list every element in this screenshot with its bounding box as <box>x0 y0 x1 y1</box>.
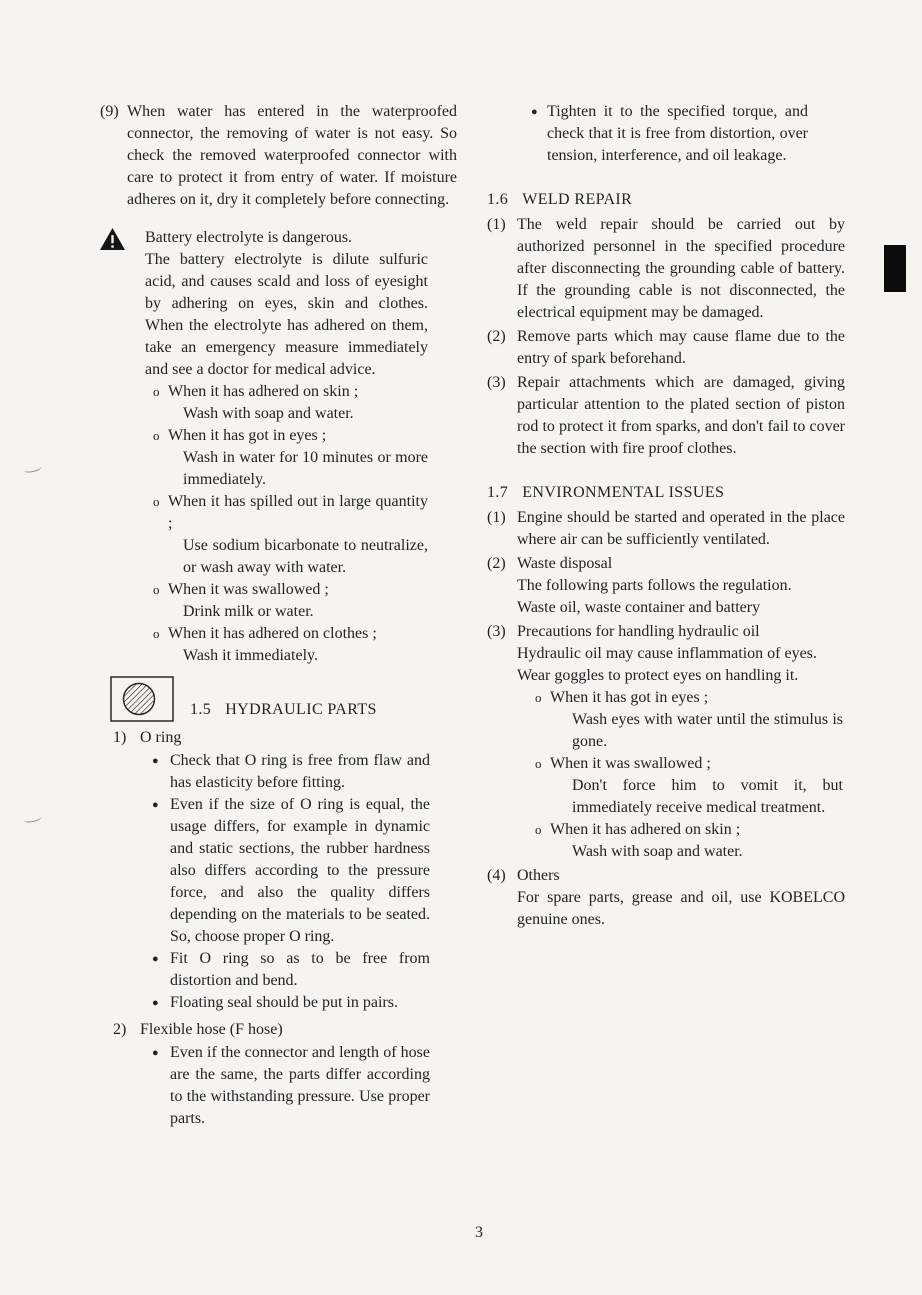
warning-triangle-icon <box>100 227 145 667</box>
warning-body: The battery electrolyte is dilute sulfuric acid, and causes scald and loss of eyesight by adhering on eyes, skin and clothes. When the electrolyte has adhered on them, take an emergency measure immediately and see a doctor for medical advice. <box>145 251 428 378</box>
circle-marker: o <box>153 428 160 443</box>
case-condition: When it has adhered on clothes ; <box>168 625 377 642</box>
case-action: Wash eyes with water until the stimulus is gone. <box>572 711 843 750</box>
section-edge-tab <box>884 245 906 292</box>
page-number <box>0 1222 922 1244</box>
list-item-oring <box>113 727 457 749</box>
item-title: Precautions for handling hydraulic oil <box>517 623 760 640</box>
hydraulic-seal-icon <box>110 676 174 722</box>
list-number: (3) <box>487 374 506 391</box>
list-number: (1) <box>487 216 506 233</box>
bullet-item <box>152 992 430 1014</box>
item-line: For spare parts, grease and oil, use KOBELCO genuine ones. <box>517 889 845 928</box>
list-number: 1) <box>113 729 127 746</box>
section-title: HYDRAULIC PARTS <box>225 701 377 718</box>
weld-item <box>487 214 845 324</box>
item-title: Waste disposal <box>517 555 613 572</box>
hose-bullets <box>152 1042 430 1130</box>
warning-case <box>145 623 428 667</box>
case-action: Use sodium bicarbonate to neutralize, or wash away with water. <box>183 537 428 576</box>
list-number: (2) <box>487 555 506 572</box>
section-1-5-heading <box>190 699 377 722</box>
oil-case <box>517 687 845 753</box>
case-condition: When it has got in eyes ; <box>168 427 327 444</box>
case-action: Wash with soap and water. <box>183 405 354 422</box>
case-condition: When it has spilled out in large quantity ; <box>168 493 428 532</box>
bullet-item <box>152 750 430 794</box>
list-number: (1) <box>487 509 506 526</box>
right-column <box>487 101 845 931</box>
scan-mark <box>24 813 43 823</box>
left-column <box>100 101 457 1130</box>
bullet-icon: ● <box>152 1047 159 1059</box>
list-title: Flexible hose (F hose) <box>140 1021 283 1038</box>
bullet-item <box>152 948 430 992</box>
item-text: Engine should be started and operated in the place where air can be sufficiently ventilated. <box>517 509 845 548</box>
env-item-2 <box>487 553 845 619</box>
bullet-text: Floating seal should be put in pairs. <box>170 994 398 1011</box>
section-title: WELD REPAIR <box>522 191 633 208</box>
env-item-4 <box>487 865 845 931</box>
circle-marker: o <box>153 582 160 597</box>
item-text: Repair attachments which are damaged, giving particular attention to the plated section of piston rod to protect it from sparks, and don't fail to cover the section with fire proof clothes. <box>517 374 845 457</box>
paragraph-text: When water has entered in the waterproofed connector, the removing of water is not easy. So check the removed waterproofed connector with care to protect it from entry of water. If moisture adheres on it, dry it completely before connecting. <box>127 103 457 208</box>
circle-marker: o <box>153 626 160 641</box>
item-text: Remove parts which may cause flame due to the entry of spark beforehand. <box>517 328 845 367</box>
section-1-7-heading <box>487 482 845 505</box>
env-item-3 <box>487 621 845 863</box>
bullet-text: Check that O ring is free from flaw and has elasticity before fitting. <box>170 752 430 791</box>
warning-case <box>145 425 428 491</box>
section-number: 1.5 <box>190 701 212 718</box>
warning-case <box>145 381 428 425</box>
circle-marker: o <box>153 384 160 399</box>
section-1-6-heading <box>487 189 845 212</box>
warning-content <box>145 227 428 667</box>
scan-mark <box>24 463 43 473</box>
bullet-text: Even if the size of O ring is equal, the usage differs, for example in dynamic and static sections, the rubber hardness also differs according to the pressure force, and also the quality differs depending on the materials to be seated. So, choose proper O ring. <box>170 796 430 945</box>
case-action: Wash with soap and water. <box>572 843 743 860</box>
list-number: (9) <box>100 103 119 120</box>
case-action: Wash it immediately. <box>183 647 318 664</box>
case-action: Don't force him to vomit it, but immediately receive medical treatment. <box>572 777 843 816</box>
list-item-flexible-hose <box>113 1019 457 1041</box>
circle-marker: o <box>153 494 160 509</box>
item-line: Wear goggles to protect eyes on handling it. <box>517 667 799 684</box>
list-number: (4) <box>487 867 506 884</box>
bullet-item <box>152 794 430 948</box>
list-title: O ring <box>140 729 182 746</box>
bullet-icon: ● <box>152 997 159 1009</box>
case-action: Drink milk or water. <box>183 603 314 620</box>
bullet-icon: ● <box>531 106 538 118</box>
circle-marker: o <box>535 822 542 837</box>
circle-marker: o <box>535 756 542 771</box>
item-text: The weld repair should be carried out by authorized personnel in the specified procedure after disconnecting the grounding cable of battery. If the grounding cable is not disconnected, the electrical equipment may be damaged. <box>517 216 845 321</box>
section-number: 1.6 <box>487 191 509 208</box>
item-line: Waste oil, waste container and battery <box>517 599 761 616</box>
case-condition: When it was swallowed ; <box>550 755 711 772</box>
warning-title: Battery electrolyte is dangerous. <box>145 229 353 246</box>
item-line: The following parts follows the regulation. <box>517 577 792 594</box>
weld-item <box>487 326 845 370</box>
circle-marker: o <box>535 690 542 705</box>
case-condition: When it has got in eyes ; <box>550 689 709 706</box>
bullet-text: Even if the connector and length of hose are the same, the parts differ according to the withstanding pressure. Use proper parts. <box>170 1044 430 1127</box>
weld-item <box>487 372 845 460</box>
list-number: 2) <box>113 1021 127 1038</box>
battery-warning-block <box>100 227 428 667</box>
case-action: Wash in water for 10 minutes or more immediately. <box>183 449 428 488</box>
case-condition: When it has adhered on skin ; <box>550 821 741 838</box>
page-number-value: 3 <box>475 1224 483 1241</box>
bullet-icon: ● <box>152 755 159 767</box>
warning-case <box>145 491 428 579</box>
bullet-text: Fit O ring so as to be free from distortion and bend. <box>170 950 430 989</box>
bullet-text: Tighten it to the specified torque, and check that it is free from distortion, over tension, interference, and oil leakage. <box>547 103 808 164</box>
oil-case <box>517 819 845 863</box>
case-condition: When it has adhered on skin ; <box>168 383 359 400</box>
bullet-icon: ● <box>152 799 159 811</box>
oil-case <box>517 753 845 819</box>
bullet-item <box>152 1042 430 1130</box>
section-1-5-heading-row <box>110 676 457 722</box>
case-condition: When it was swallowed ; <box>168 581 329 598</box>
carryover-bullet <box>531 101 808 167</box>
item-title: Others <box>517 867 560 884</box>
list-number: (2) <box>487 328 506 345</box>
section-title: ENVIRONMENTAL ISSUES <box>522 484 725 501</box>
hydraulic-oil-cases <box>517 687 845 863</box>
bullet-icon: ● <box>152 953 159 965</box>
env-item-1 <box>487 507 845 551</box>
paragraph-9 <box>100 101 457 211</box>
section-number: 1.7 <box>487 484 509 501</box>
oring-bullets <box>152 750 430 1014</box>
list-number: (3) <box>487 623 506 640</box>
warning-case <box>145 579 428 623</box>
item-line: Hydraulic oil may cause inflammation of eyes. <box>517 645 817 662</box>
